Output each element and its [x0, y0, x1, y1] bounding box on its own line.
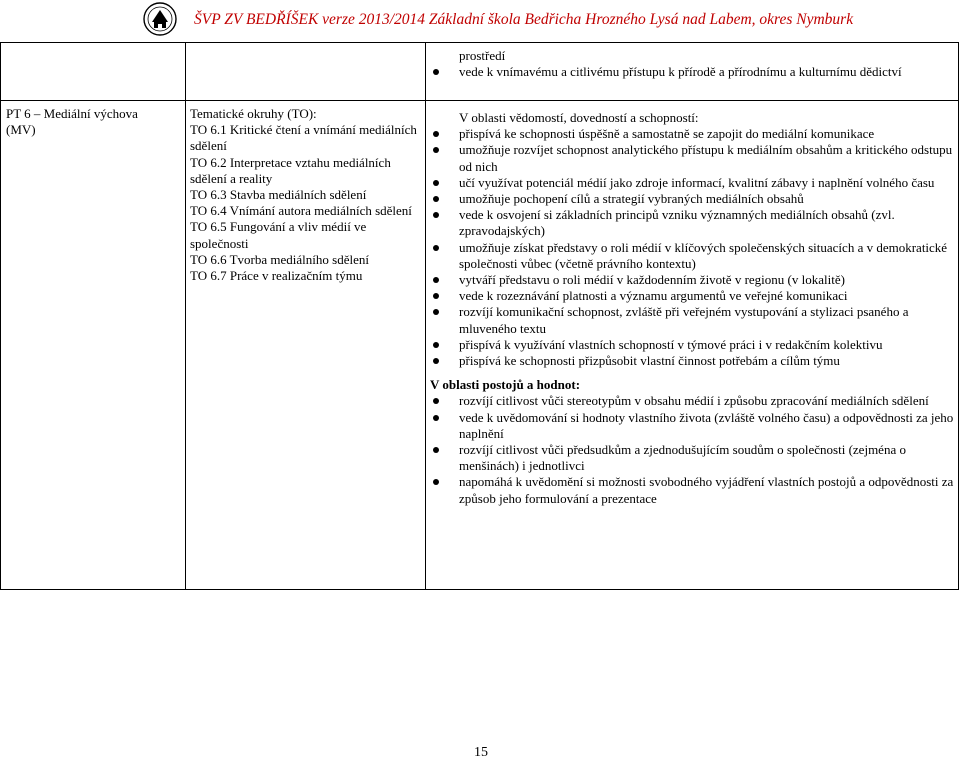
curriculum-table [0, 42, 959, 590]
topic-item: TO 6.6 Tvorba mediálního sdělení [190, 251, 369, 267]
header-title: ŠVP ZV BEDŘÍŠEK verze 2013/2014 Základní škola Bedřicha Hrozného Lysá nad Labem, okres Nymburk [194, 11, 854, 28]
list-item: umožňuje rozvíjet schopnost analytického přístupu k mediálním obsahům a kritického odstupu od nich [430, 142, 955, 174]
topic-item: TO 6.1 Kritické čtení a vnímání mediálních sdělení [190, 122, 417, 154]
knowledge-list [430, 126, 955, 369]
topic-item: TO 6.3 Stavba mediálních sdělení [190, 187, 367, 203]
bullet-icon [433, 479, 439, 485]
top-row-list [430, 64, 952, 80]
list-item: přispívá ke schopnosti úspěšně a samostatně se zapojit do mediální komunikace [430, 126, 955, 142]
subject-abbrev: (MV) [6, 122, 36, 138]
topic-item: TO 6.4 Vnímání autora mediálních sdělení [190, 203, 412, 219]
list-item: napomáhá k uvědomění si možnosti svobodného vyjádření vlastních postojů a odpovědnosti za způsob jeho formulování a prezentace [430, 474, 955, 506]
school-crest-logo [143, 2, 177, 36]
bullet-icon [433, 69, 439, 75]
attitudes-heading: V oblasti postojů a hodnot: [430, 377, 581, 393]
column-divider-2 [425, 42, 426, 590]
table-border-bottom [0, 589, 959, 590]
list-item: umožňuje získat představy o roli médií v klíčových společenských situacích a v demokratické společnosti vůbec (včetně právního kontextu) [430, 240, 955, 272]
bullet-icon [433, 180, 439, 186]
topic-item: TO 6.5 Fungování a vliv médií ve společnosti [190, 219, 367, 251]
list-item: umožňuje pochopení cílů a strategií vybraných mediálních obsahů [430, 191, 955, 207]
subject-cell [6, 106, 181, 138]
bullet-icon [433, 147, 439, 153]
list-item: vede k rozeznávání platnosti a významu argumentů ve veřejné komunikaci [430, 288, 955, 304]
row-divider [0, 100, 959, 101]
continuation-text: prostředí [459, 48, 506, 63]
bullet-icon [433, 447, 439, 453]
bullet-icon [433, 212, 439, 218]
bullet-icon [433, 293, 439, 299]
bullet-icon [433, 398, 439, 404]
bullet-icon [433, 342, 439, 348]
topics-cell [190, 106, 420, 284]
bullet-icon [433, 358, 439, 364]
bullet-icon [433, 131, 439, 137]
list-item: rozvíjí citlivost vůči stereotypům v obsahu médií i způsobu zpracování mediálních sdělení [430, 393, 955, 409]
table-border-top [0, 42, 959, 43]
topics-heading: Tematické okruhy (TO): [190, 106, 317, 121]
bullet-icon [433, 196, 439, 202]
list-item: vede k vnímavému a citlivému přístupu k přírodě a přírodnímu a kulturnímu dědictví [430, 64, 952, 80]
bullet-icon [433, 245, 439, 251]
list-item: rozvíjí citlivost vůči předsudkům a zjednodušujícím soudům o společnosti (zejména o menšinách) i jednotlivci [430, 442, 955, 474]
list-item: přispívá k využívání vlastních schopností v týmové práci i v redakčním kolektivu [430, 337, 955, 353]
top-row-cell [430, 48, 952, 80]
table-border-right [958, 42, 959, 590]
bullet-icon [433, 309, 439, 315]
list-item: vede k uvědomování si hodnoty vlastního života (zvláště volného času) a odpovědnosti za jeho naplnění [430, 410, 955, 442]
knowledge-heading: V oblasti vědomostí, dovedností a schopností: [459, 110, 699, 125]
topic-item: TO 6.7 Práce v realizačním týmu [190, 268, 363, 284]
subject-title: PT 6 – Mediální výchova [6, 106, 138, 121]
bullet-icon [433, 415, 439, 421]
list-item: učí využívat potenciál médií jako zdroje informací, kvalitní zábavy i naplnění volného času [430, 175, 955, 191]
page-header [0, 0, 960, 38]
list-item: přispívá ke schopnosti přizpůsobit vlastní činnost potřebám a cílům týmu [430, 353, 955, 369]
topic-item: TO 6.2 Interpretace vztahu mediálních sdělení a reality [190, 154, 391, 186]
page-number: 15 [474, 745, 488, 760]
list-item: vede k osvojení si základních principů vzniku významných mediálních obsahů (zvl. zpravodajských) [430, 207, 955, 239]
goals-cell [430, 110, 955, 507]
table-border-left [0, 42, 1, 590]
list-item: vytváří představu o roli médií v každodenním životě v regionu (v lokalitě) [430, 272, 955, 288]
column-divider-1 [185, 42, 186, 590]
bullet-icon [433, 277, 439, 283]
attitudes-list [430, 393, 955, 506]
list-item: rozvíjí komunikační schopnost, zvláště při veřejném vystupování a stylizaci psaného a mluveného textu [430, 304, 955, 336]
